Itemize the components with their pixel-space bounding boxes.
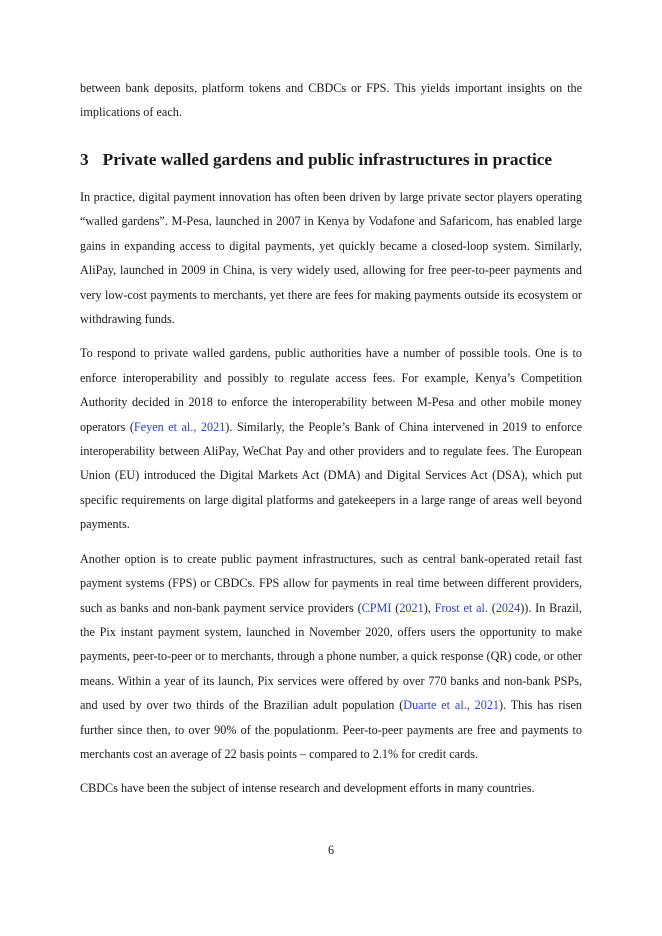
paragraph-2 <box>80 341 582 536</box>
section-heading <box>80 148 582 172</box>
citation-cpmi-year[interactable]: 2021 <box>399 600 424 615</box>
citation-duarte[interactable]: Duarte et al., 2021 <box>403 698 500 713</box>
paragraph-2-text-a: To respond to private walled gardens, public authorities have a number of possible tools. One is to enforce interoperability and possibly to regulate access fees. For example, Kenya’s Competition Authority decided in 2018 to enforce the interoperability between M-Pesa and other mobile money operators ( <box>80 346 582 434</box>
section-title: Private walled gardens and public infrastructures in practice <box>102 150 553 169</box>
paragraph-3-text-c: ). This has risen further since then, to over 90% of the populationm. Peer-to-peer payments are free and payments to merchants cost an average of 22 basis points – compared to 2.1% for credit cards. <box>80 698 583 761</box>
paragraph-3-text-b: ). In Brazil, the Pix instant payment system, launched in November 2020, offers users the opportunity to make payments, peer-to-peer or to merchants, through a phone number, a quick response (QR) code, or other means. Within a year of its launch, Pix services were offered by over 770 banks and non-bank PSPs, and used by over two thirds of the Brazilian adult population ( <box>80 600 582 713</box>
continuation-paragraph: between bank deposits, platform tokens and CBDCs or FPS. This yields important insights on the implications of each. <box>80 81 582 120</box>
section-body <box>80 185 582 801</box>
paragraph-2-text-b: ). Similarly, the People’s Bank of China intervened in 2019 to enforce interoperability between AliPay, WeChat Pay and other providers and to regulate fees. The European Union (EU) introduced the Digital Markets Act (DMA) and Digital Services Act (DSA), which put specific requirements on large digital platforms and gatekeepers in a large range of areas well beyond payments. <box>80 419 582 532</box>
citation-cpmi[interactable]: CPMI <box>361 600 392 615</box>
citation-frost[interactable]: Frost et al. <box>434 600 488 615</box>
paragraph-3: Another option is to create public payment infrastructures, such as central bank-operated retail fast payment systems (FPS) or CBDCs. FPS allow for payments in real time between different providers, such as banks and non-bank payment service providers (CPMI (2021), Frost et al. (2024)). In Brazil, the Pix instant payment system, launched in November 2020, offers users the opportunity to make payments, peer-to-peer or to merchants, through a phone number, a quick response (QR) code, or other means. Within a year of its launch, Pix services were offered by over 770 banks and non-bank PSPs, and used by over two thirds of the Brazilian adult population (Duarte et al., 2021). This has risen further since then, to over 90% of the populationm. Peer-to-peer payments are free and payments to merchants cost an average of 22 basis points – compared to 2.1% for credit cards. <box>80 551 583 761</box>
page-body <box>80 76 583 796</box>
page-number: 6 <box>327 843 335 857</box>
paragraph-4: CBDCs have been the subject of intense research and development efforts in many countries. <box>80 781 535 796</box>
section-number: 3 <box>80 150 89 169</box>
paragraph-1: In practice, digital payment innovation has often been driven by large private sector players operating “walled gardens”. M-Pesa, launched in 2007 in Kenya by Vodafone and Safaricom, has enabled large gains in expanding access to digital payments, yet quickly became a closed-loop system. Similarly, AliPay, launched in 2009 in China, is very widely used, allowing for free peer-to-peer payments and very low-cost payments to merchants, yet there are fees for making payments outside its ecosystem or withdrawing funds. <box>80 190 582 327</box>
citation-frost-year[interactable]: 2024 <box>495 600 521 615</box>
citation-feyen[interactable]: Feyen et al., 2021 <box>133 419 226 434</box>
paragraph-3-text-a: Another option is to create public payment infrastructures, such as central bank-operated retail fast payment systems (FPS) or CBDCs. FPS allow for payments in real time between different providers, such as banks and non-bank payment service providers ( <box>80 551 582 615</box>
